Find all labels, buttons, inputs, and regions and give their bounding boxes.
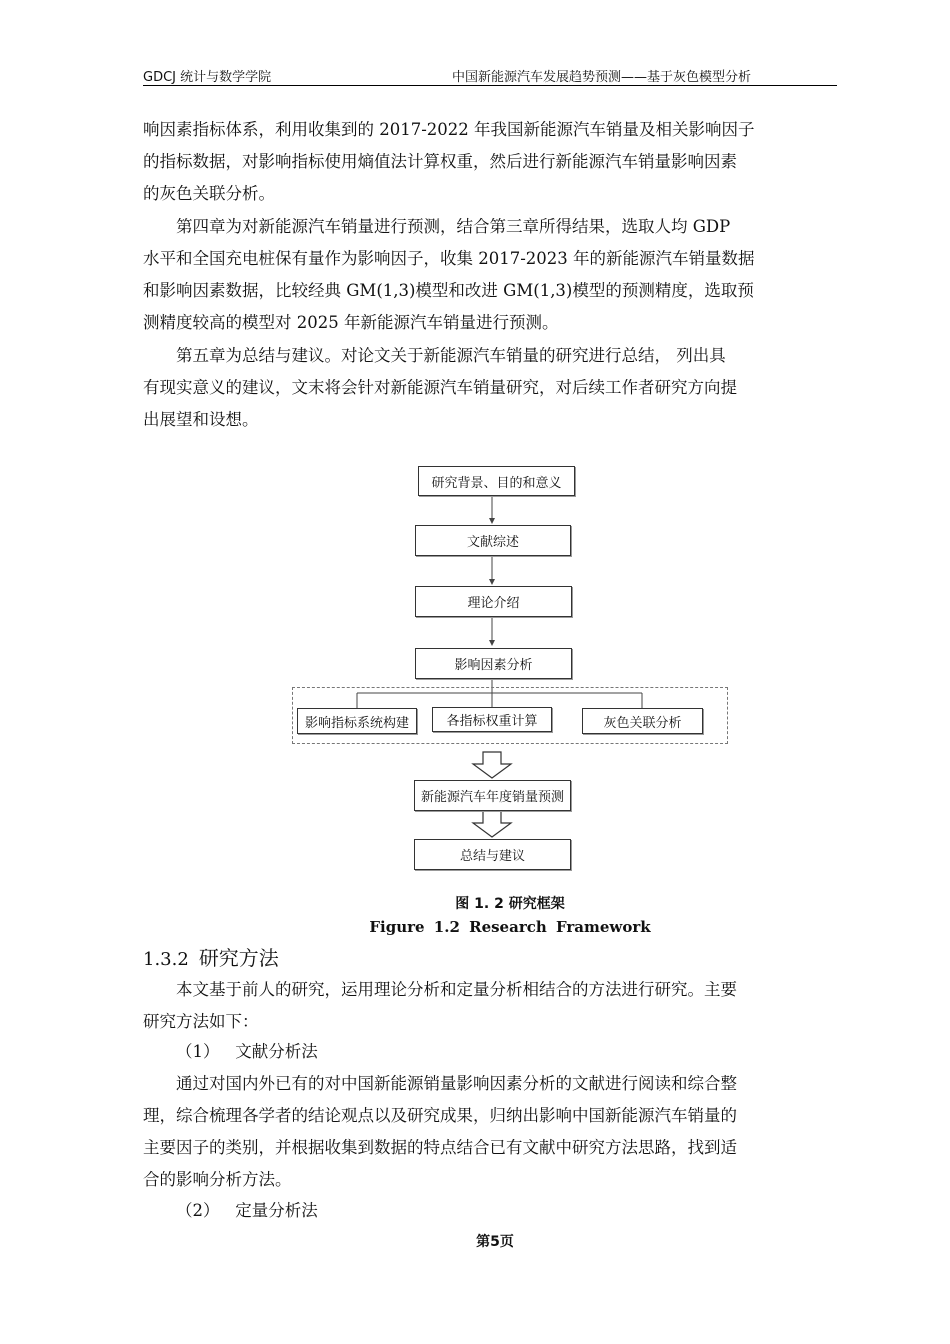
paragraph-line: 本文基于前人的研究，运用理论分析和定量分析相结合的方法进行研究。主要 — [176, 980, 737, 999]
list-item-literature-analysis: （1） 文献分析法 — [176, 1042, 318, 1061]
research-framework-diagram — [280, 455, 740, 885]
paragraph-line: 有现实意义的建议，文末将会针对新能源汽车销量研究，对后续工作者研究方向提 — [143, 378, 737, 397]
paragraph-line: 的灰色关联分析。 — [143, 184, 275, 203]
section-heading — [143, 942, 279, 971]
paragraph-line: 通过对国内外已有的对中国新能源销量影响因素分析的文献进行阅读和综合整 — [176, 1074, 737, 1093]
paragraph-3 — [143, 340, 843, 436]
box-research-background: 研究背景、目的和意义 — [418, 466, 575, 496]
paragraph-line: 响因素指标体系，利用收集到的 2017-2022 年我国新能源汽车销量及相关影响因子 — [143, 120, 755, 139]
box-sales-forecast: 新能源汽车年度销量预测 — [414, 780, 571, 811]
paragraph-4 — [143, 974, 843, 1038]
paragraph-5 — [143, 1068, 843, 1196]
hollow-down-arrow — [473, 752, 511, 778]
paragraph-line: 第四章为对新能源汽车销量进行预测，结合第三章所得结果，选取人均 GDP — [176, 217, 731, 236]
header-rule — [143, 85, 837, 86]
paragraph-line: 和影响因素数据，比较经典 GM(1,3)模型和改进 GM(1,3)模型的预测精度，选取预 — [143, 281, 754, 300]
paragraph-1 — [143, 114, 843, 210]
paragraph-line: 理，综合梳理各学者的结论观点以及研究成果，归纳出影响中国新能源汽车销量的 — [143, 1106, 737, 1125]
box-grey-relational-analysis: 灰色关联分析 — [582, 708, 703, 734]
paragraph-line: 第五章为总结与建议。对论文关于新能源汽车销量的研究进行总结， 列出具 — [176, 346, 726, 365]
paragraph-line: 合的影响分析方法。 — [143, 1170, 292, 1189]
box-conclusion: 总结与建议 — [414, 839, 571, 870]
figure-caption-chinese: 图 1. 2 研究框架 — [455, 896, 565, 912]
running-header-left: GDCJ 统计与数学学院 — [143, 70, 272, 85]
page-number: 第5页 — [476, 1234, 514, 1250]
box-influencing-factors: 影响因素分析 — [415, 648, 572, 679]
paragraph-line: 研究方法如下： — [143, 1012, 259, 1031]
paragraph-line: 的指标数据，对影响指标使用熵值法计算权重，然后进行新能源汽车销量影响因素 — [143, 152, 737, 171]
hollow-down-arrow — [473, 811, 511, 837]
paragraph-line: 主要因子的类别，并根据收集到数据的特点结合已有文献中研究方法思路，找到适 — [143, 1138, 737, 1157]
box-theory-introduction: 理论介绍 — [415, 586, 572, 617]
section-number: 1.3.2 — [143, 949, 189, 970]
paragraph-line: 测精度较高的模型对 2025 年新能源汽车销量进行预测。 — [143, 313, 559, 332]
box-literature-review: 文献综述 — [415, 525, 571, 556]
box-weight-calculation: 各指标权重计算 — [432, 707, 552, 732]
list-item-quantitative-analysis: （2） 定量分析法 — [176, 1201, 318, 1220]
paragraph-line: 水平和全国充电桩保有量作为影响因子，收集 2017-2023 年的新能源汽车销量数据 — [143, 249, 755, 268]
running-header-right: 中国新能源汽车发展趋势预测——基于灰色模型分析 — [452, 70, 752, 85]
paragraph-2 — [143, 211, 843, 339]
paragraph-line: 出展望和设想。 — [143, 410, 259, 429]
section-title: 研究方法 — [198, 946, 279, 970]
box-indicator-system: 影响指标系统构建 — [297, 708, 417, 734]
figure-caption-english: Figure 1.2 Research Framework — [369, 918, 651, 936]
